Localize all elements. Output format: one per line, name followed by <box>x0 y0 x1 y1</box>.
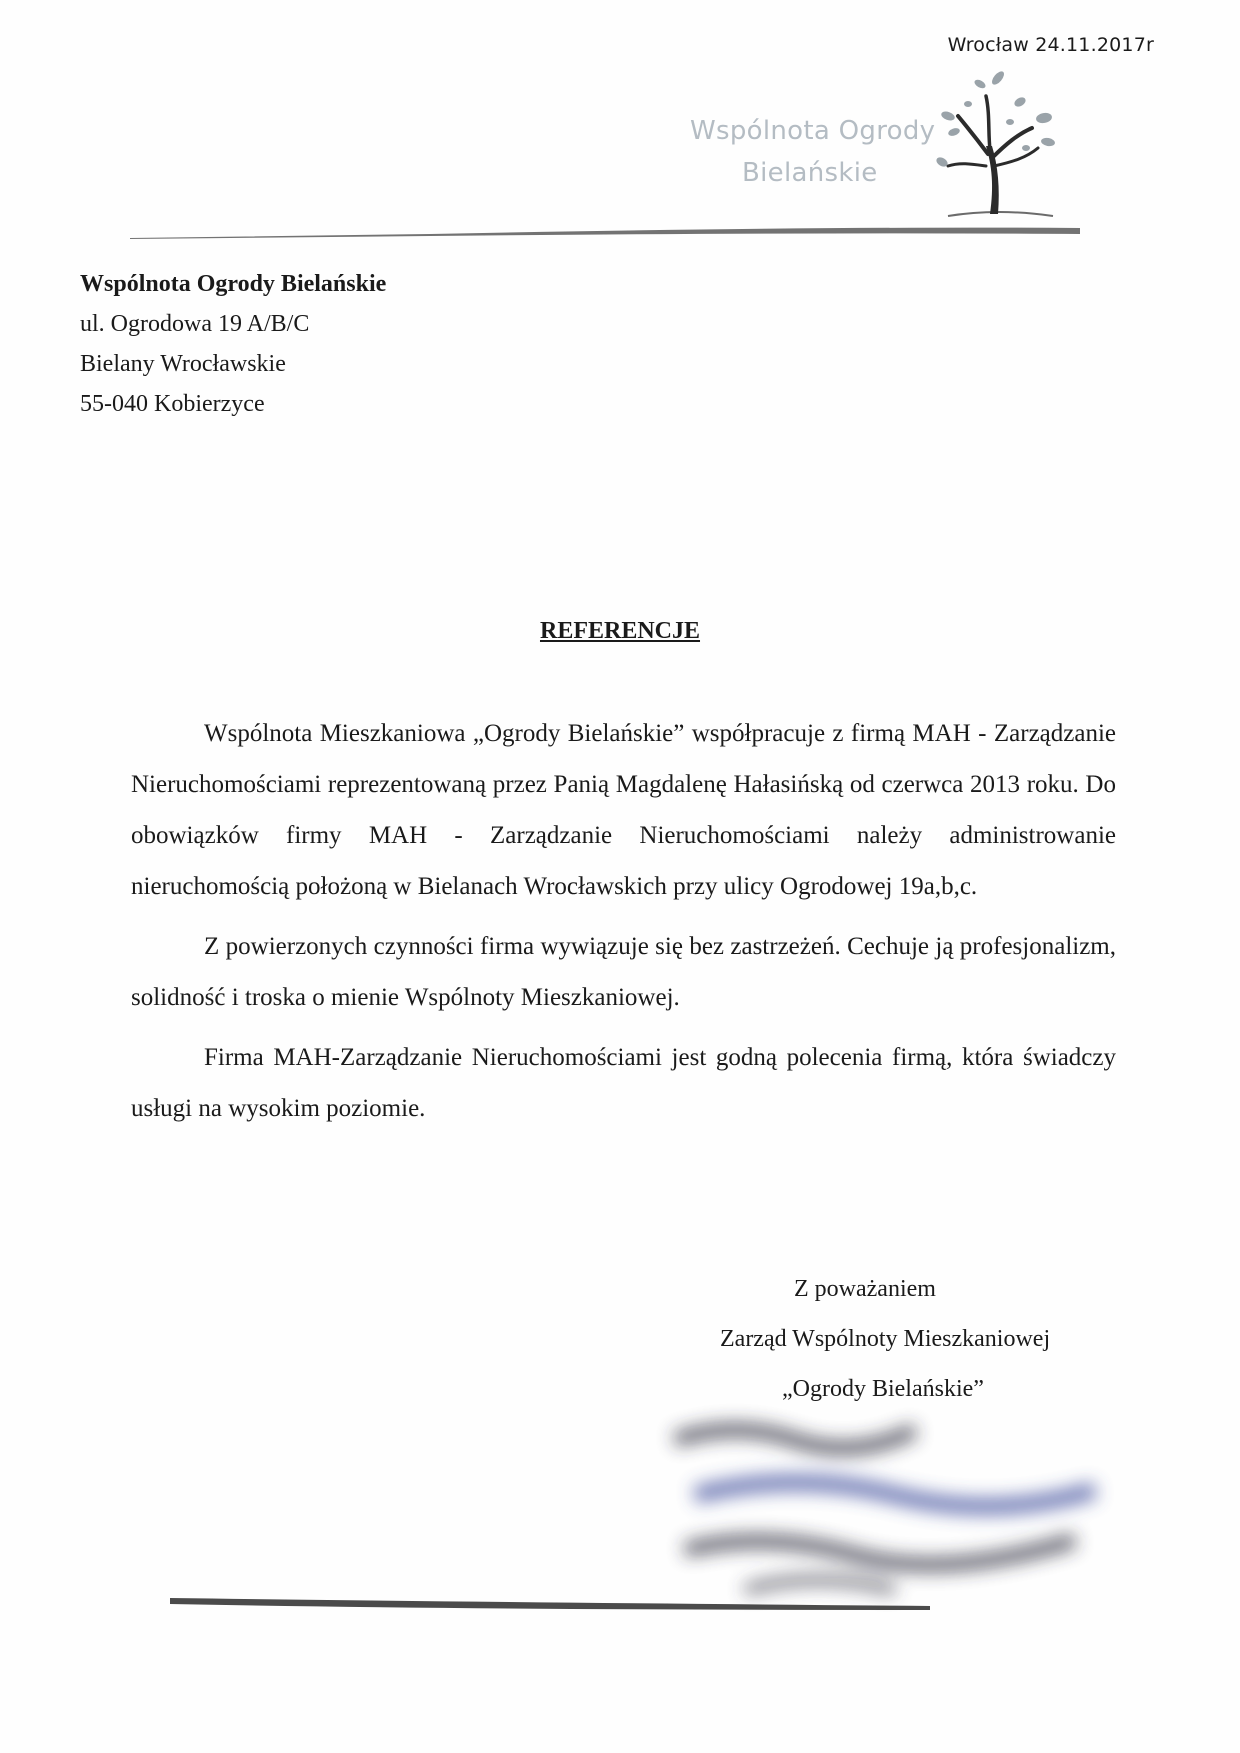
letterhead-name-line1: Wspólnota Ogrody <box>690 116 936 146</box>
sender-city: Bielany Wrocławskie <box>80 351 286 377</box>
footer-divider <box>170 1590 930 1620</box>
closing-board: Zarząd Wspólnoty Mieszkaniowej <box>720 1326 1051 1352</box>
letterhead <box>0 60 1240 240</box>
letter-date: Wrocław 24.11.2017r <box>947 34 1154 56</box>
body-paragraph-1: Wspólnota Mieszkaniowa „Ogrody Bielańskie” współpracuje z firmą MAH - Zarządzanie Nieruchomościami reprezentowaną przez Panią Magdalenę Hałasińską od czerwca 2013 roku. Do obowiązków firmy MAH - Zarządzanie Nieruchomościami należy administrowanie nieruchomością położoną w Bielanach Wrocławskich przy ulicy Ogrodowej 19a,b,c. <box>131 720 1116 900</box>
sender-address <box>80 264 386 424</box>
tree-icon <box>928 66 1068 226</box>
sender-name: Wspólnota Ogrody Bielańskie <box>80 271 387 297</box>
letterhead-divider <box>130 220 1080 244</box>
letterhead-name-line2: Bielańskie <box>742 158 878 188</box>
sender-street: ul. Ogrodowa 19 A/B/C <box>80 311 310 337</box>
closing-community: „Ogrody Bielańskie” <box>782 1376 984 1402</box>
letter-body <box>131 708 1116 1143</box>
sender-postal: 55-040 Kobierzyce <box>80 391 265 417</box>
body-paragraph-3: Firma MAH-Zarządzanie Nieruchomościami jest godną polecenia firmą, która świadczy usługi na wysokim poziomie. <box>131 1044 1116 1122</box>
document-heading: REFERENCJE <box>539 618 701 644</box>
body-paragraph-2: Z powierzonych czynności firma wywiązuje się bez zastrzeżeń. Cechuje ją profesjonalizm, solidność i troska o mienie Wspólnoty Mieszkaniowej. <box>131 933 1116 1011</box>
closing-greeting: Z poważaniem <box>794 1276 936 1302</box>
letter-closing <box>690 1264 1140 1414</box>
